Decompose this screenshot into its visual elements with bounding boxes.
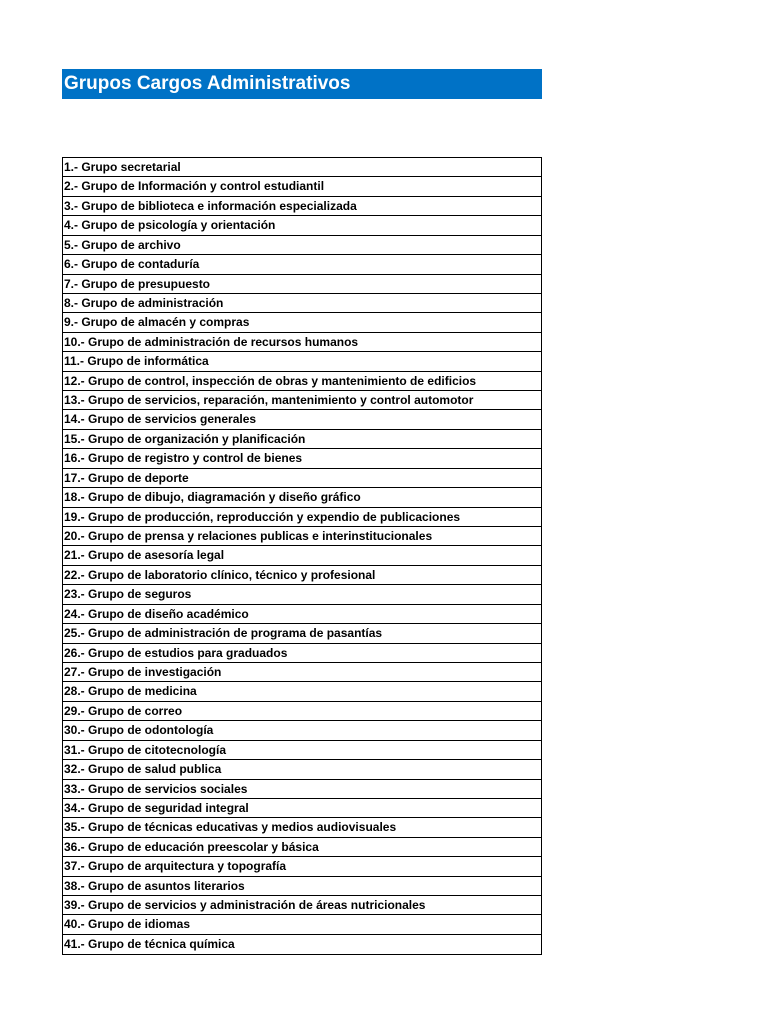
- list-item: 25.- Grupo de administración de programa de pasantías: [63, 624, 541, 643]
- list-item: 1.- Grupo secretarial: [63, 158, 541, 177]
- list-item: 7.- Grupo de presupuesto: [63, 275, 541, 294]
- page-title: Grupos Cargos Administrativos: [62, 69, 542, 99]
- list-item: 10.- Grupo de administración de recursos humanos: [63, 333, 541, 352]
- list-item: 3.- Grupo de biblioteca e información especializada: [63, 197, 541, 216]
- list-item: 35.- Grupo de técnicas educativas y medios audiovisuales: [63, 818, 541, 837]
- list-item: 32.- Grupo de salud publica: [63, 760, 541, 779]
- groups-list: [62, 157, 542, 955]
- list-item: 39.- Grupo de servicios y administración de áreas nutricionales: [63, 896, 541, 915]
- list-item: 38.- Grupo de asuntos literarios: [63, 877, 541, 896]
- list-item: 8.- Grupo de administración: [63, 294, 541, 313]
- list-item: 37.- Grupo de arquitectura y topografía: [63, 857, 541, 876]
- list-item: 4.- Grupo de psicología y orientación: [63, 216, 541, 235]
- list-item: 5.- Grupo de archivo: [63, 236, 541, 255]
- list-item: 29.- Grupo de correo: [63, 702, 541, 721]
- list-item: 15.- Grupo de organización y planificación: [63, 430, 541, 449]
- list-item: 30.- Grupo de odontología: [63, 721, 541, 740]
- list-item: 22.- Grupo de laboratorio clínico, técnico y profesional: [63, 566, 541, 585]
- list-item: 2.- Grupo de Información y control estudiantil: [63, 177, 541, 196]
- list-item: 41.- Grupo de técnica química: [64, 936, 235, 951]
- list-item: 11.- Grupo de informática: [63, 352, 541, 371]
- list-item: 27.- Grupo de investigación: [63, 663, 541, 682]
- list-item: 23.- Grupo de seguros: [63, 585, 541, 604]
- list-item: 26.- Grupo de estudios para graduados: [63, 644, 541, 663]
- list-item: 13.- Grupo de servicios, reparación, mantenimiento y control automotor: [63, 391, 541, 410]
- list-item: 36.- Grupo de educación preescolar y básica: [63, 838, 541, 857]
- list-item: 14.- Grupo de servicios generales: [63, 410, 541, 429]
- list-item: 12.- Grupo de control, inspección de obras y mantenimiento de edificios: [63, 372, 541, 391]
- list-item: 21.- Grupo de asesoría legal: [63, 546, 541, 565]
- list-item: 28.- Grupo de medicina: [63, 682, 541, 701]
- list-item: 24.- Grupo de diseño académico: [63, 605, 541, 624]
- list-item: 6.- Grupo de contaduría: [63, 255, 541, 274]
- list-item: 19.- Grupo de producción, reproducción y expendio de publicaciones: [63, 508, 541, 527]
- list-item: 31.- Grupo de citotecnología: [63, 741, 541, 760]
- list-item: 40.- Grupo de idiomas: [63, 915, 541, 934]
- list-item: 16.- Grupo de registro y control de bienes: [63, 449, 541, 468]
- list-item: 9.- Grupo de almacén y compras: [63, 313, 541, 332]
- list-item: 33.- Grupo de servicios sociales: [63, 780, 541, 799]
- list-item: 34.- Grupo de seguridad integral: [63, 799, 541, 818]
- list-item: 20.- Grupo de prensa y relaciones publicas e interinstitucionales: [63, 527, 541, 546]
- list-item: 17.- Grupo de deporte: [63, 469, 541, 488]
- list-item: 18.- Grupo de dibujo, diagramación y diseño gráfico: [63, 488, 541, 507]
